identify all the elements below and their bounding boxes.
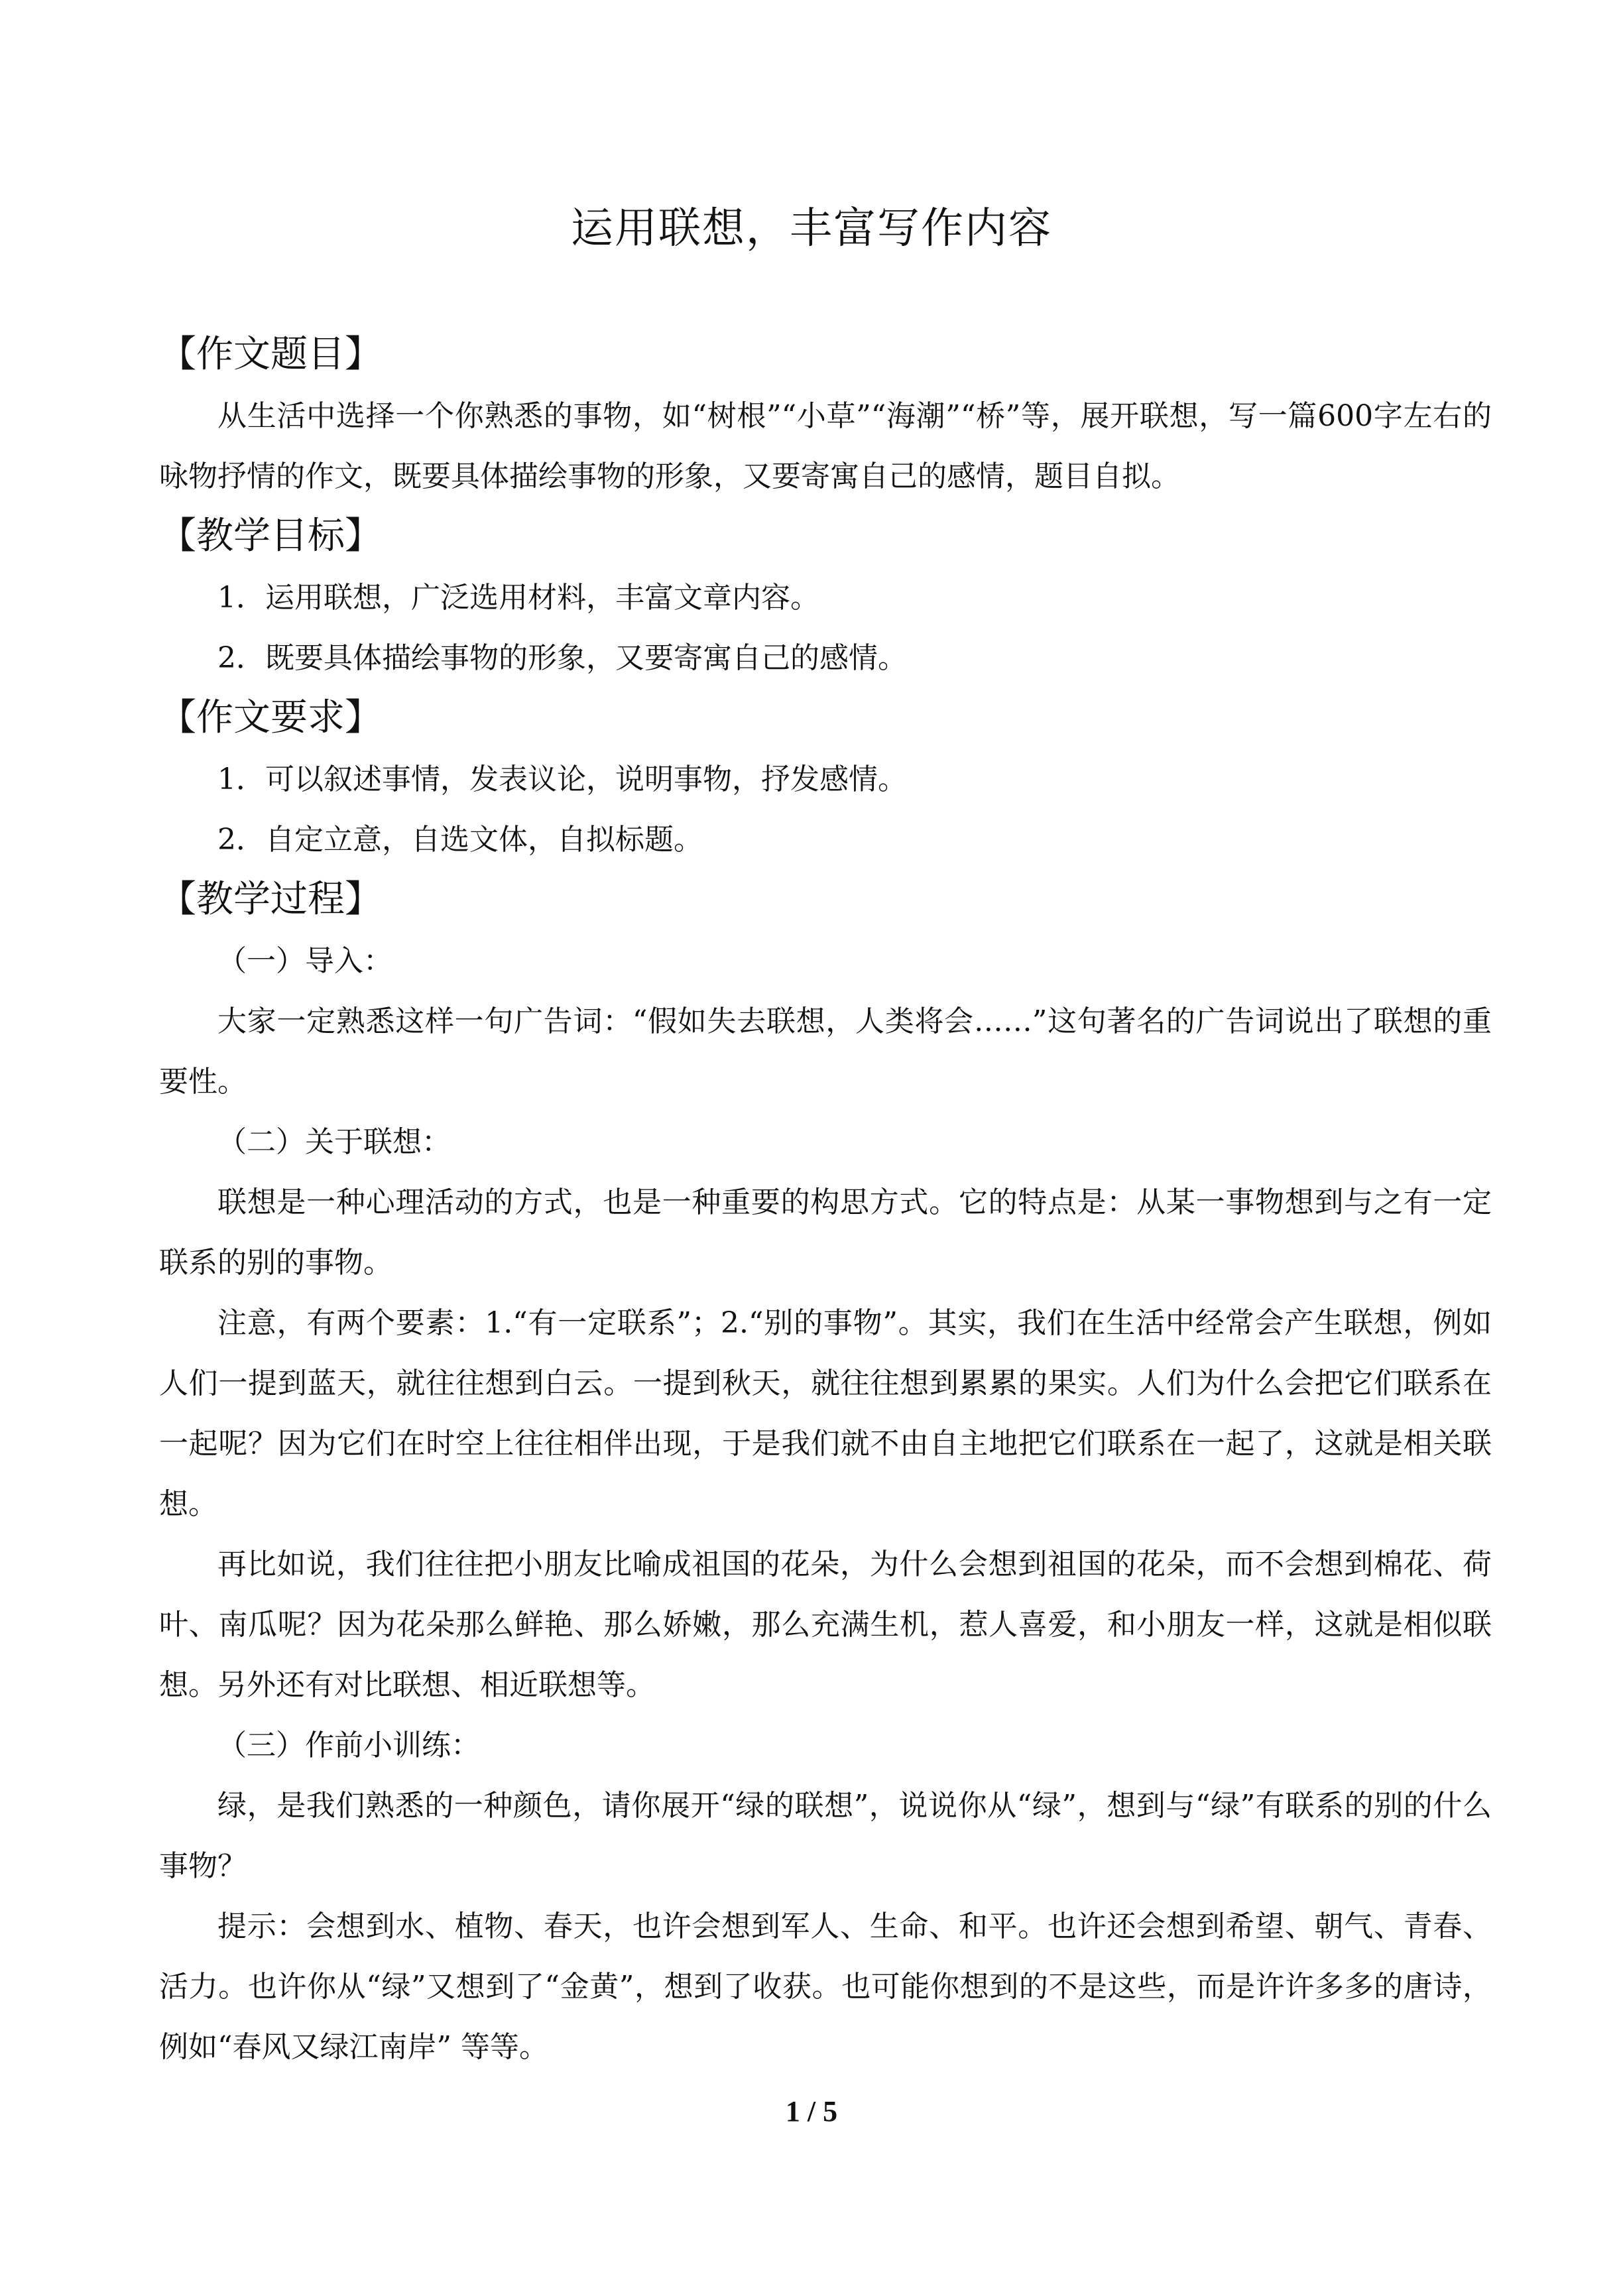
about-paragraph-3: 再比如说，我们往往把小朋友比喻成祖国的花朵，为什么会想到祖国的花朵，而不会想到棉花、荷叶、南瓜呢？因为花朵那么鲜艳、那么娇嫩，那么充满生机，惹人喜爱，和小朋友一样，这就是相似联想。另外还有对比联想、相近联想等。: [159, 1547, 1492, 1702]
section-heading-goals: 【教学目标】: [159, 514, 382, 558]
process-intro-label: （一）导入：: [217, 944, 392, 978]
page-number: 1 / 5: [785, 2095, 838, 2128]
requirement-item-1: 1．可以叙述事情，发表议论，说明事物，抒发感情。: [217, 762, 907, 796]
goal-item-2: 2．既要具体描绘事物的形象，又要寄寓自己的感情。: [217, 641, 907, 675]
section-heading-topic: 【作文题目】: [159, 333, 382, 376]
document-body: [159, 325, 1492, 2077]
document-title: 运用联想，丰富写作内容: [571, 204, 1052, 253]
section-heading-requirements: 【作文要求】: [159, 696, 382, 739]
practice-paragraph-1: 绿，是我们熟悉的一种颜色，请你展开“绿的联想”，说说你从“绿”，想到与“绿”有联系的别的什么事物？: [159, 1789, 1492, 1883]
process-about-label: （二）关于联想：: [217, 1125, 451, 1159]
about-paragraph-1: 联想是一种心理活动的方式，也是一种重要的构思方式。它的特点是：从某一事物想到与之有一定联系的别的事物。: [159, 1185, 1492, 1280]
requirement-item-2: 2．自定立意，自选文体，自拟标题。: [217, 823, 703, 857]
process-intro-paragraph: 大家一定熟悉这样一句广告词：“假如失去联想，人类将会……”这句著名的广告词说出了联想的重要性。: [159, 1004, 1492, 1099]
about-paragraph-2: 注意，有两个要素：1.“有一定联系”；2.“别的事物”。其实，我们在生活中经常会产生联想，例如人们一提到蓝天，就往往想到白云。一提到秋天，就往往想到累累的果实。人们为什么会把它们联系在一起呢？因为它们在时空上往往相伴出现，于是我们就不由自主地把它们联系在一起了，这就是相关联想。: [159, 1306, 1492, 1521]
goal-item-1: 1．运用联想，广泛选用材料，丰富文章内容。: [217, 581, 819, 615]
practice-paragraph-2: 提示：会想到水、植物、春天，也许会想到军人、生命、和平。也许还会想到希望、朝气、青春、活力。也许你从“绿”又想到了“金黄”，想到了收获。也可能你想到的不是这些，而是许许多多的唐诗，例如“春风又绿江南岸” 等等。: [159, 1909, 1492, 2064]
topic-paragraph: 从生活中选择一个你熟悉的事物，如“树根”“小草”“海潮”“桥”等，展开联想，写一篇600字左右的咏物抒情的作文，既要具体描绘事物的形象，又要寄寓自己的感情，题目自拟。: [159, 399, 1492, 493]
process-practice-label: （三）作前小训练：: [217, 1728, 480, 1762]
section-heading-process: 【教学过程】: [159, 878, 382, 921]
